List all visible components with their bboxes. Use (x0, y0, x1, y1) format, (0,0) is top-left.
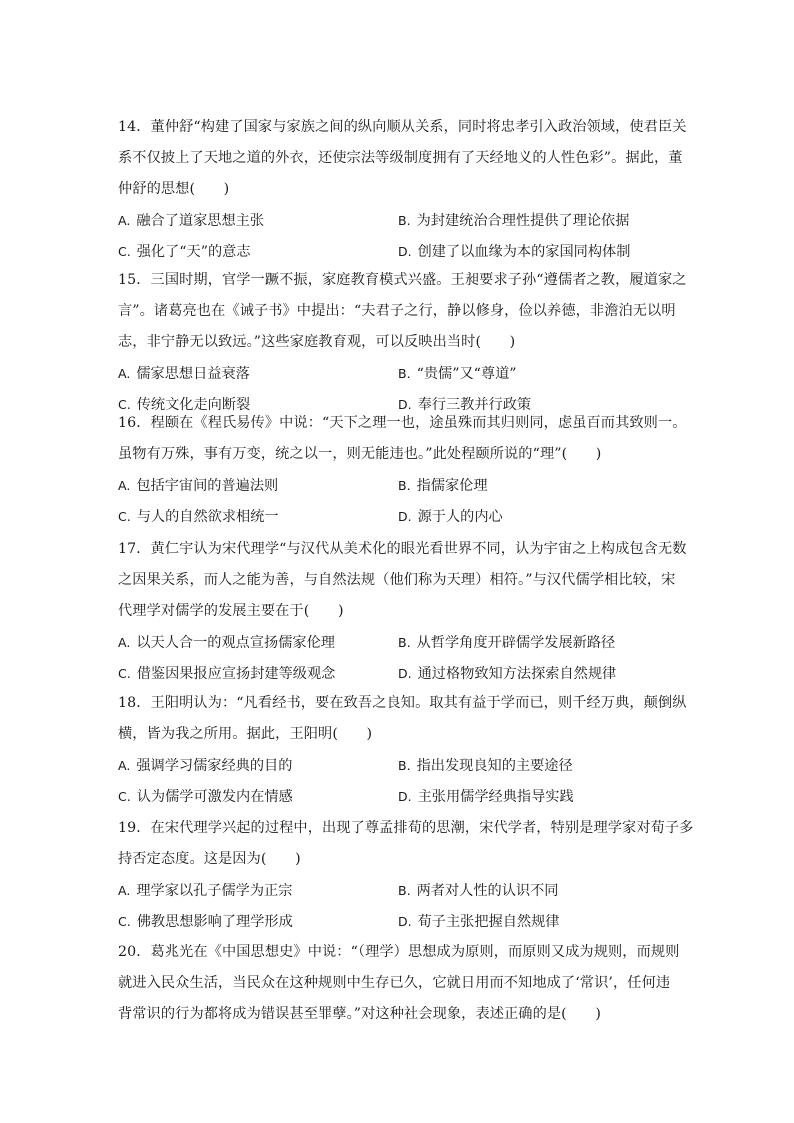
option-text: 为封建统治合理性提供了理论依据 (416, 213, 630, 229)
question-stem-line: 就进入民众生活，当民众在这种规则中生存已久，它就日用而不知地成了‘常识’，任何违 (118, 975, 671, 991)
options-row (118, 750, 678, 781)
option-a[interactable] (118, 358, 250, 390)
question-17 (118, 534, 687, 689)
option-letter: A. (118, 213, 131, 228)
option-text: 包括宇宙间的普遍法则 (136, 478, 279, 494)
options-row (118, 236, 678, 267)
option-a[interactable] (118, 750, 292, 782)
options-row (118, 875, 678, 906)
option-text: “贵儒”又“尊道” (416, 366, 517, 382)
option-letter: A. (118, 478, 131, 493)
option-letter: C. (118, 244, 131, 259)
option-letter: B. (398, 213, 411, 228)
question-stem-line: 代理学对儒学的发展主要在于( ) (118, 603, 344, 619)
option-letter: A. (118, 366, 131, 381)
question-19 (118, 813, 694, 937)
option-letter: D. (398, 914, 412, 929)
option-letter: A. (118, 635, 131, 650)
option-b[interactable] (398, 470, 488, 502)
question-stem-line: 20．葛兆光在《中国思想史》中说：“（理学）思想成为原则，而原则又成为规则，而规则 (118, 944, 680, 960)
option-letter: B. (398, 635, 411, 650)
option-text: 强化了“天”的意志 (136, 244, 251, 260)
options-row (118, 501, 678, 532)
option-text: 通过格物致知方法探索自然规律 (417, 666, 617, 682)
option-a[interactable] (118, 875, 292, 907)
option-text: 以天人合一的观点宣扬儒家伦理 (136, 635, 335, 651)
option-c[interactable] (118, 906, 293, 938)
option-text: 认为儒学可激发内在情感 (136, 789, 293, 805)
option-letter: C. (118, 509, 131, 524)
option-text: 荀子主张把握自然规律 (417, 914, 560, 930)
options-row (118, 358, 678, 389)
option-d[interactable] (398, 236, 630, 268)
option-text: 指儒家伦理 (416, 478, 488, 494)
option-letter: D. (398, 666, 412, 681)
option-letter: C. (118, 789, 131, 804)
question-stem-line: 14．董仲舒“构建了国家与家族之间的纵向顺从关系，同时将忠孝引入政治领域，使君臣关 (118, 119, 687, 135)
option-b[interactable] (398, 875, 558, 907)
question-stem-line: 19．在宋代理学兴起的过程中，出现了尊孟排荀的思潮，宋代学者，特别是理学家对荀子多 (118, 820, 694, 836)
option-letter: A. (118, 883, 131, 898)
option-letter: D. (398, 509, 412, 524)
option-b[interactable] (398, 358, 517, 390)
option-text: 儒家思想日益衰落 (136, 366, 250, 382)
option-text: 强调学习儒家经典的目的 (136, 758, 293, 774)
option-text: 奉行三教并行政策 (417, 397, 532, 413)
option-c[interactable] (118, 236, 251, 268)
option-text: 传统文化走向断裂 (136, 397, 251, 413)
question-20 (118, 937, 678, 1030)
option-a[interactable] (118, 627, 335, 659)
option-d[interactable] (398, 501, 503, 533)
question-stem-line: 虽物有万殊，事有万变，统之以一，则无能违也。”此处程颐所说的“理”( ) (118, 446, 602, 462)
options-row (118, 470, 678, 501)
option-letter: D. (398, 397, 412, 412)
option-text: 与人的自然欲求相统一 (136, 509, 279, 525)
question-stem-line: 之因果关系，而人之能为善，与自然法规（他们称为天理）相符。”与汉代儒学相比较，宋 (118, 572, 676, 588)
question-16 (118, 408, 687, 532)
options-row (118, 781, 678, 812)
option-a[interactable] (118, 470, 278, 502)
option-text: 佛教思想影响了理学形成 (136, 914, 293, 930)
option-letter: D. (398, 789, 412, 804)
option-b[interactable] (398, 627, 615, 659)
option-letter: B. (398, 758, 411, 773)
option-c[interactable] (118, 658, 335, 690)
option-text: 创建了以血缘为本的家国同构体制 (417, 244, 631, 260)
question-stem-line: 持否定态度。这是因为( ) (118, 851, 301, 867)
question-stem-line: 系不仅披上了天地之道的外衣，还使宗法等级制度拥有了天经地义的人性色彩”。据此，董 (118, 150, 683, 166)
question-stem-line: 15．三国时期，官学一蹶不振，家庭教育模式兴盛。王昶要求子孙“遵儒者之教，履道家之 (118, 272, 687, 288)
option-letter: B. (398, 883, 411, 898)
question-stem-line: 志，非宁静无以致远。”这些家庭教育观，可以反映出当时( ) (118, 334, 516, 350)
options-row (118, 205, 678, 236)
option-text: 理学家以孔子儒学为正宗 (136, 883, 293, 899)
option-b[interactable] (398, 205, 629, 237)
option-d[interactable] (398, 658, 616, 690)
option-c[interactable] (118, 501, 279, 533)
option-d[interactable] (398, 781, 574, 813)
option-text: 源于人的内心 (417, 509, 503, 525)
question-stem-line: 16．程颐在《程氏易传》中说：“天下之理一也，途虽殊而其归则同，虑虽百而其致则一。 (118, 415, 687, 431)
option-text: 两者对人性的认识不同 (416, 883, 559, 899)
options-row (118, 627, 678, 658)
option-a[interactable] (118, 205, 264, 237)
option-text: 主张用儒学经典指导实践 (417, 789, 574, 805)
option-letter: C. (118, 666, 131, 681)
question-15 (118, 265, 687, 420)
question-stem-line: 横，皆为我之所用。据此，王阳明( ) (118, 726, 373, 742)
question-stem-line: 言”。诸葛亮也在《诫子书》中提出：“夫君子之行，静以修身，俭以养德，非澹泊无以明 (118, 303, 676, 319)
option-c[interactable] (118, 781, 293, 813)
question-stem-line: 背常识的行为都将成为错误甚至罪孽。”对这种社会现象，表述正确的是( ) (118, 1006, 602, 1022)
option-text: 从哲学角度开辟儒学发展新路径 (416, 635, 616, 651)
option-letter: C. (118, 914, 131, 929)
option-d[interactable] (398, 906, 560, 938)
question-stem-line: 18．王阳明认为：“凡看经书，要在致吾之良知。取其有益于学而已，则千经万典，颠倒纵 (118, 695, 687, 711)
option-letter: A. (118, 758, 131, 773)
option-letter: D. (398, 244, 412, 259)
option-letter: B. (398, 366, 411, 381)
options-row (118, 906, 678, 937)
option-text: 指出发现良知的主要途径 (416, 758, 573, 774)
question-14 (118, 112, 687, 267)
option-text: 借鉴因果报应宣扬封建等级观念 (136, 666, 336, 682)
question-18 (118, 688, 687, 812)
option-b[interactable] (398, 750, 573, 782)
option-text: 融合了道家思想主张 (136, 213, 265, 229)
option-letter: B. (398, 478, 411, 493)
options-row (118, 658, 678, 689)
question-stem-line: 17．黄仁宇认为宋代理学“与汉代从美术化的眼光看世界不同，认为宇宙之上构成包含无数 (118, 541, 687, 557)
option-letter: C. (118, 397, 131, 412)
question-stem-line: 仲舒的思想( ) (118, 181, 230, 197)
